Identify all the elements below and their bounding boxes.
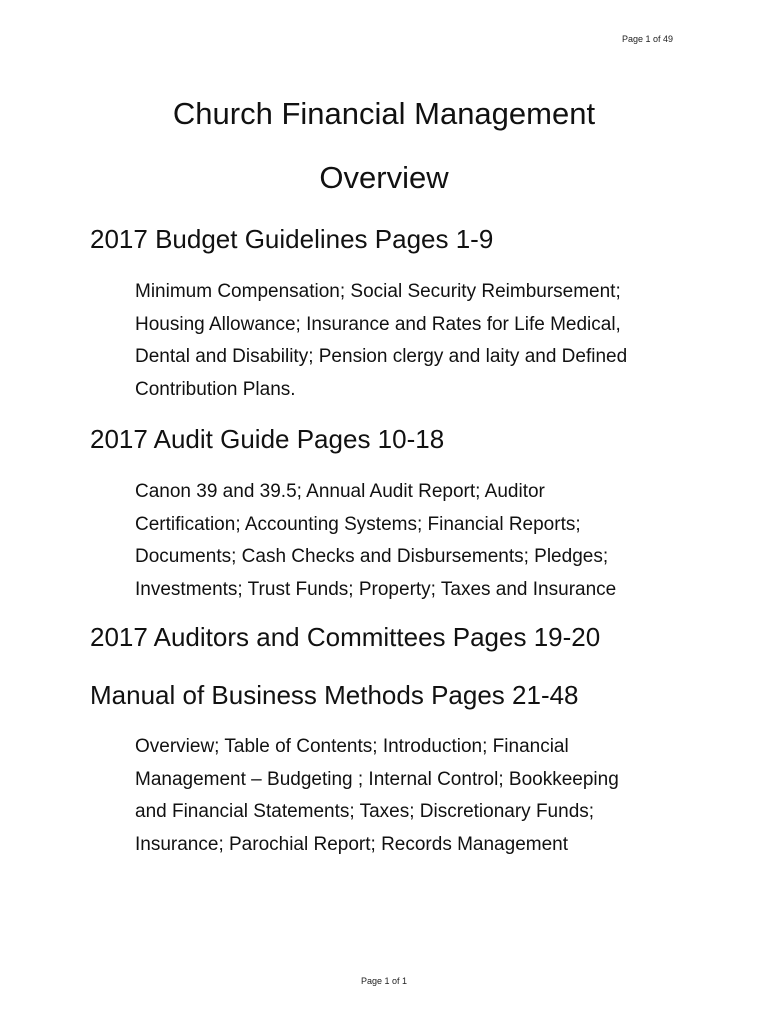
- document-subtitle: Overview: [319, 160, 449, 195]
- section-heading-budget-guidelines: 2017 Budget Guidelines Pages 1-9: [90, 224, 494, 254]
- body-line: Canon 39 and 39.5; Annual Audit Report; Auditor: [135, 481, 545, 502]
- body-line: Insurance; Parochial Report; Records Management: [135, 833, 569, 855]
- body-line: Overview; Table of Contents; Introduction; Financial: [135, 736, 569, 757]
- section-heading-auditors-committees: 2017 Auditors and Committees Pages 19-20: [90, 622, 601, 652]
- section-body-business-methods: [135, 731, 695, 861]
- body-line: Dental and Disability; Pension clergy and laity and Defined: [135, 346, 628, 367]
- body-line: Contribution Plans.: [135, 378, 296, 400]
- body-line: Certification; Accounting Systems; Financial Reports;: [135, 513, 581, 535]
- section-body-audit-guide: [135, 476, 695, 606]
- body-line: Documents; Cash Checks and Disbursements; Pledges;: [135, 546, 609, 567]
- document-title: Church Financial Management: [172, 96, 596, 131]
- section-body-budget-guidelines: [135, 276, 695, 406]
- body-line: Management – Budgeting ; Internal Control; Bookkeeping: [135, 768, 619, 790]
- section-heading-audit-guide: 2017 Audit Guide Pages 10-18: [90, 424, 445, 454]
- body-line: Investments; Trust Funds; Property; Taxes and Insurance: [135, 578, 617, 600]
- page-header-number: Page 1 of 49: [622, 34, 674, 44]
- body-line: and Financial Statements; Taxes; Discretionary Funds;: [135, 801, 595, 822]
- body-line: Minimum Compensation; Social Security Reimbursement;: [135, 281, 621, 302]
- section-heading-business-methods: Manual of Business Methods Pages 21-48: [90, 680, 579, 710]
- body-line: Housing Allowance; Insurance and Rates for Life Medical,: [135, 313, 621, 335]
- page-footer-number: Page 1 of 1: [360, 976, 408, 986]
